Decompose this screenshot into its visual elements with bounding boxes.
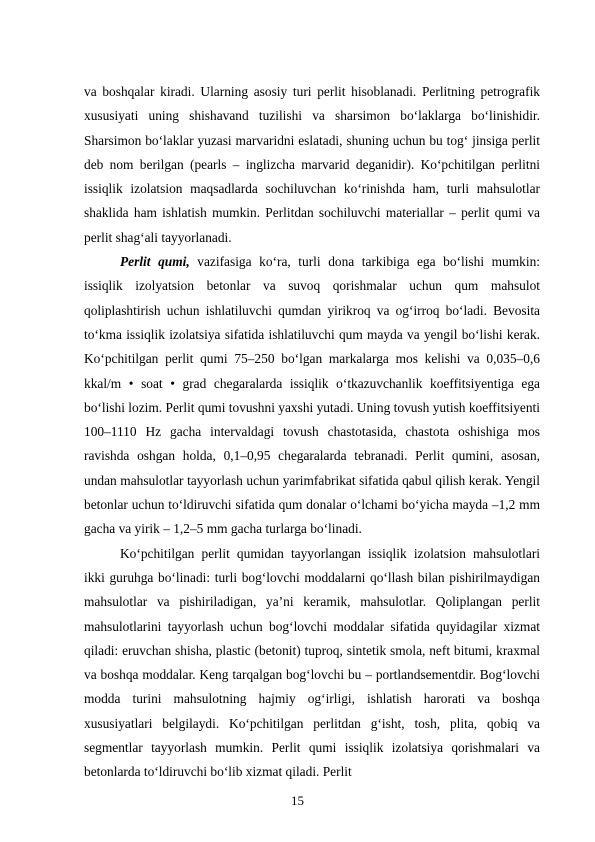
paragraph-2	[84, 250, 540, 542]
term-perlit-qumi: Perlit qumi,	[120, 254, 190, 270]
paragraph-2-text: vazifasiga koʻra, turli dona tarkibiga ega boʻlishi mumkin: issiqlik izolyatsion betonlar va suvoq qorishmalar uchun qum mahsulot qoliplashtirish uchun ishlatiluvchi qumdan yirikroq va ogʻirroq boʻladi. Bevosita toʻkma issiqlik izolatsiya sifatida ishlatiluvchi qum mayda va yengil boʻlishi kerak. Koʻpchitilgan perlit qumi 75–250 boʻlgan markalarga mos kelishi va 0,035–0,6 kkal/m • soat • grad chegaralarda issiqlik oʻtkazuvchanlik koeffitsiyentiga ega boʻlishi lozim. Perlit qumi tovushni yaxshi yutadi. Uning tovush yutish koeffitsiyenti 100–1110 Hz gacha intervaldagi tovush chastotasida, chastota oshishiga mos ravishda oshgan holda, 0,1–0,95 chegaralarda tebranadi. Perlit qumini, asosan, undan mahsulotlar tayyorlash uchun yarimfabrikat sifatida qabul qilish kerak. Yengil betonlar uchun toʻldiruvchi sifatida qum donalar oʻlchami boʻyicha mayda –1,2 mm gacha va yirik – 1,2–5 mm gacha turlarga boʻlinadi.	[84, 254, 540, 537]
paragraph-1: va boshqalar kiradi. Ularning asosiy turi perlit hisoblanadi. Perlitning petrografik xususiyati uning shishavand tuzilishi va sharsimon boʻlaklarga boʻlinishidir. Sharsimon boʻlaklar yuzasi marvaridni eslatadi, shuning uchun bu togʻ jinsiga perlit deb nom berilgan (pearls – inglizcha marvarid deganidir). Koʻpchitilgan perlitni issiqlik izolatsion maqsadlarda sochiluvchan koʻrinishda ham, turli mahsulotlar shaklida ham ishlatish mumkin. Perlitdan sochiluvchi materiallar – perlit qumi va perlit shagʻali tayyorlanadi.	[84, 84, 540, 245]
page-number: 15	[291, 793, 304, 808]
document-body	[84, 80, 540, 785]
paragraph-3: Koʻpchitilgan perlit qumidan tayyorlangan issiqlik izolatsion mahsulotlari ikki guruhga boʻlinadi: turli bogʻlovchi moddalarni qoʻllash bilan pishirilmaydigan mahsulotlar va pishiriladigan, ya’ni keramik, mahsulotlar. Qoliplangan perlit mahsulotlarini tayyorlash uchun bogʻlovchi moddalar sifatida quyidagilar xizmat qiladi: eruvchan shisha, plastic (betonit) tuproq, sintetik smola, neft bitumi, kraxmal va boshqa moddalar. Keng tarqalgan bogʻlovchi bu – portlandsementdir. Bogʻlovchi modda turini mahsulotning hajmiy ogʻirligi, ishlatish harorati va boshqa xususiyatlari belgilaydi. Koʻpchitilgan perlitdan gʻisht, tosh, plita, qobiq va segmentlar tayyorlash mumkin. Perlit qumi issiqlik izolatsiya qorishmalari va betonlarda toʻldiruvchi boʻlib xizmat qiladi. Perlit	[84, 545, 540, 780]
